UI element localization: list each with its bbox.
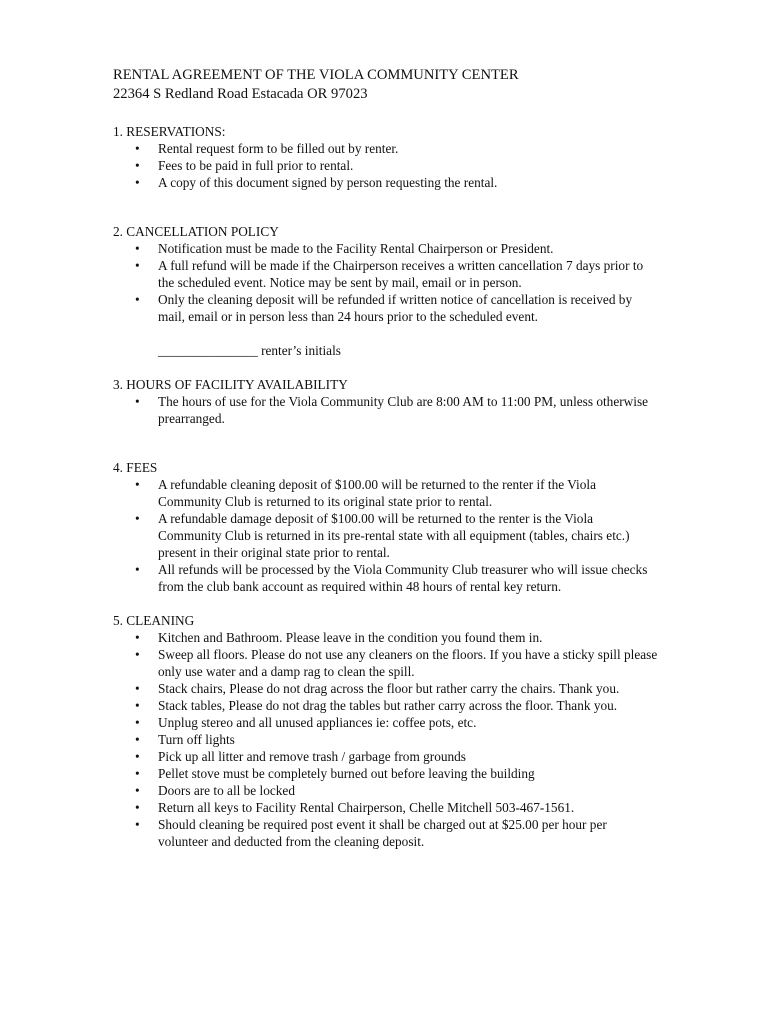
section-hours [113, 376, 658, 427]
list-item [113, 393, 658, 427]
cleaning-list [113, 629, 658, 850]
list-item-text: Pick up all litter and remove trash / garbage from grounds [158, 749, 466, 764]
reservations-list [113, 140, 658, 191]
list-item [113, 140, 658, 157]
list-item [113, 714, 658, 731]
bullet-icon: • [135, 141, 140, 156]
bullet-icon: • [135, 511, 140, 526]
list-item-text: Kitchen and Bathroom. Please leave in the condition you found them in. [158, 630, 543, 645]
bullet-icon: • [135, 394, 140, 409]
list-item [113, 561, 658, 595]
list-item-text: Pellet stove must be completely burned out before leaving the building [158, 766, 535, 781]
bullet-icon: • [135, 292, 140, 307]
list-item [113, 765, 658, 782]
list-item-text: Turn off lights [158, 732, 235, 747]
list-item-text: All refunds will be processed by the Viola Community Club treasurer who will issue checks from the club bank account as required within 48 hours of rental key return. [158, 562, 648, 594]
bullet-icon: • [135, 698, 140, 713]
list-item [113, 510, 658, 561]
list-item [113, 157, 658, 174]
section-cancellation [113, 223, 658, 359]
bullet-icon: • [135, 715, 140, 730]
section-heading-hours: 3. HOURS OF FACILITY AVAILABILITY [113, 377, 348, 392]
initials-blank[interactable]: _______________ [158, 343, 258, 358]
list-item [113, 697, 658, 714]
list-item-text: A refundable damage deposit of $100.00 will be returned to the renter is the Viola Community Club is returned in its pre-rental state with all equipment (tables, chairs etc.) present in their original state prior to rental. [158, 511, 630, 560]
bullet-icon: • [135, 766, 140, 781]
bullet-icon: • [135, 562, 140, 577]
list-item [113, 174, 658, 191]
section-heading-cancellation: 2. CANCELLATION POLICY [113, 224, 279, 239]
section-heading-fees: 4. FEES [113, 460, 158, 475]
spacer [113, 595, 658, 612]
section-heading-cleaning: 5. CLEANING [113, 613, 195, 628]
bullet-icon: • [135, 647, 140, 662]
list-item [113, 240, 658, 257]
list-item-text: A refundable cleaning deposit of $100.00 will be returned to the renter if the Viola Community Club is returned to its original state prior to rental. [158, 477, 596, 509]
list-item [113, 799, 658, 816]
fees-list [113, 476, 658, 595]
bullet-icon: • [135, 630, 140, 645]
cancellation-list [113, 240, 658, 325]
list-item-text: Should cleaning be required post event it shall be charged out at $25.00 per hour per volunteer and deducted from the cleaning deposit. [158, 817, 607, 849]
list-item-text: Unplug stereo and all unused appliances ie: coffee pots, etc. [158, 715, 477, 730]
section-fees [113, 459, 658, 595]
list-item-text: Return all keys to Facility Rental Chairperson, Chelle Mitchell 503-467-1561. [158, 800, 575, 815]
list-item [113, 646, 658, 680]
list-item-text: Notification must be made to the Facility Rental Chairperson or President. [158, 241, 554, 256]
list-item [113, 629, 658, 646]
list-item-text: Doors are to all be locked [158, 783, 295, 798]
spacer [113, 325, 658, 342]
list-item-text: A full refund will be made if the Chairperson receives a written cancellation 7 days prior to the scheduled event. Notice may be sent by mail, email or in person. [158, 258, 644, 290]
section-cleaning [113, 612, 658, 850]
list-item-text: Only the cleaning deposit will be refunded if written notice of cancellation is received by mail, email or in person less than 24 hours prior to the scheduled event. [158, 292, 633, 324]
list-item [113, 782, 658, 799]
spacer [113, 359, 658, 376]
bullet-icon: • [135, 175, 140, 190]
list-item [113, 731, 658, 748]
list-item-text: Sweep all floors. Please do not use any cleaners on the floors. If you have a sticky spill please only use water and a damp rag to clean the spill. [158, 647, 658, 679]
list-item-text: Stack chairs, Please do not drag across the floor but rather carry the chairs. Thank you. [158, 681, 620, 696]
renter-initials-line[interactable] [113, 342, 658, 359]
section-heading-reservations: 1. RESERVATIONS: [113, 124, 226, 139]
bullet-icon: • [135, 783, 140, 798]
document-title: RENTAL AGREEMENT OF THE VIOLA COMMUNITY CENTER [113, 67, 519, 83]
section-reservations [113, 123, 658, 191]
bullet-icon: • [135, 817, 140, 832]
bullet-icon: • [135, 158, 140, 173]
document-page [113, 66, 658, 850]
spacer [113, 427, 658, 459]
bullet-icon: • [135, 681, 140, 696]
bullet-icon: • [135, 732, 140, 747]
list-item [113, 291, 658, 325]
document-address: 22364 S Redland Road Estacada OR 97023 [113, 86, 368, 102]
list-item-text: Rental request form to be filled out by renter. [158, 141, 399, 156]
initials-label: renter’s initials [261, 343, 341, 358]
list-item [113, 680, 658, 697]
list-item [113, 476, 658, 510]
bullet-icon: • [135, 477, 140, 492]
list-item [113, 748, 658, 765]
bullet-icon: • [135, 258, 140, 273]
bullet-icon: • [135, 800, 140, 815]
list-item-text: A copy of this document signed by person requesting the rental. [158, 175, 498, 190]
list-item [113, 257, 658, 291]
spacer [113, 191, 658, 223]
list-item [113, 816, 658, 850]
list-item-text: Fees to be paid in full prior to rental. [158, 158, 354, 173]
bullet-icon: • [135, 749, 140, 764]
bullet-icon: • [135, 241, 140, 256]
document-header [113, 66, 658, 104]
hours-list [113, 393, 658, 427]
list-item-text: Stack tables, Please do not drag the tables but rather carry across the floor. Thank you. [158, 698, 618, 713]
list-item-text: The hours of use for the Viola Community Club are 8:00 AM to 11:00 PM, unless otherwise prearranged. [158, 394, 649, 426]
